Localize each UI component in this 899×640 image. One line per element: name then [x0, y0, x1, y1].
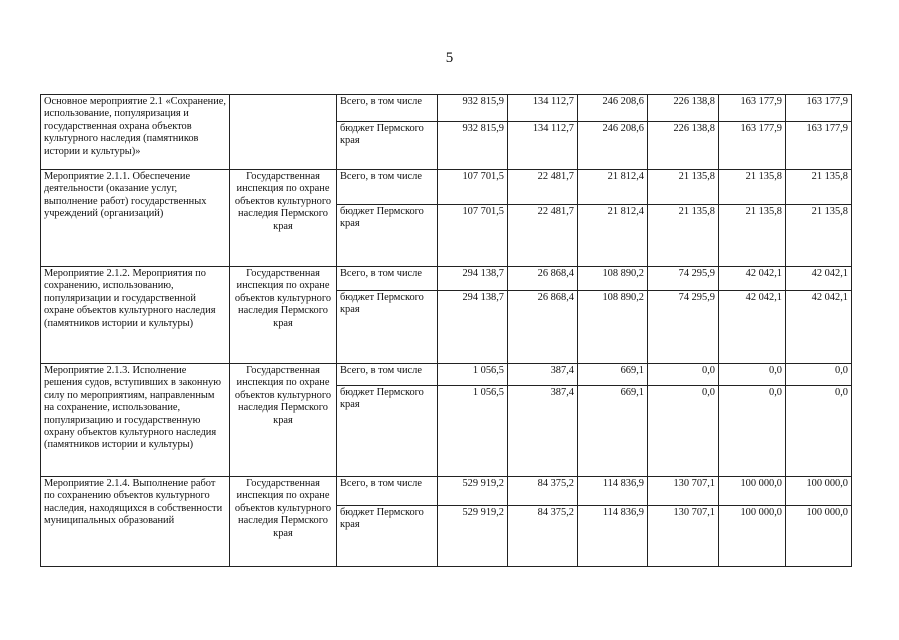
amount-cell: 21 812,4: [578, 205, 648, 267]
amount-cell: 130 707,1: [648, 506, 719, 567]
amount-cell: 932 815,9: [438, 122, 508, 170]
amount-cell: 226 138,8: [648, 95, 719, 122]
table-row: [41, 364, 852, 386]
amount-cell: 84 375,2: [508, 477, 578, 506]
amount-cell: 100 000,0: [786, 506, 852, 567]
amount-cell: 21 135,8: [719, 205, 786, 267]
amount-cell: 246 208,6: [578, 122, 648, 170]
amount-cell: 114 836,9: [578, 477, 648, 506]
amount-cell: 387,4: [508, 364, 578, 386]
amount-cell: 74 295,9: [648, 291, 719, 364]
amount-cell: 387,4: [508, 386, 578, 477]
responsible-org-cell: Государственная инспекция по охране объектов культурного наследия Пермского края: [230, 364, 337, 477]
activity-name-cell: Основное мероприятие 2.1 «Сохранение, использование, популяризация и государственная охрана объектов культурного наследия (памятников истории и культуры)»: [41, 95, 230, 170]
funding-source-cell: бюджет Пермского края: [337, 291, 438, 364]
amount-cell: 26 868,4: [508, 291, 578, 364]
responsible-org-cell: Государственная инспекция по охране объектов культурного наследия Пермского края: [230, 267, 337, 364]
table-row: [41, 95, 852, 122]
amount-cell: 134 112,7: [508, 122, 578, 170]
amount-cell: 294 138,7: [438, 291, 508, 364]
amount-cell: 0,0: [719, 386, 786, 477]
funding-source-cell: Всего, в том числе: [337, 364, 438, 386]
amount-cell: 100 000,0: [719, 506, 786, 567]
funding-source-cell: Всего, в том числе: [337, 267, 438, 291]
amount-cell: 42 042,1: [719, 291, 786, 364]
amount-cell: 529 919,2: [438, 477, 508, 506]
funding-source-cell: бюджет Пермского края: [337, 205, 438, 267]
amount-cell: 0,0: [786, 364, 852, 386]
amount-cell: 108 890,2: [578, 291, 648, 364]
table-row: [41, 267, 852, 291]
table-row: [41, 170, 852, 205]
amount-cell: 21 135,8: [786, 205, 852, 267]
responsible-org-cell: Государственная инспекция по охране объектов культурного наследия Пермского края: [230, 477, 337, 567]
funding-source-cell: Всего, в том числе: [337, 95, 438, 122]
amount-cell: 26 868,4: [508, 267, 578, 291]
funding-source-cell: Всего, в том числе: [337, 477, 438, 506]
amount-cell: 100 000,0: [786, 477, 852, 506]
amount-cell: 130 707,1: [648, 477, 719, 506]
amount-cell: 74 295,9: [648, 267, 719, 291]
amount-cell: 84 375,2: [508, 506, 578, 567]
funding-source-cell: Всего, в том числе: [337, 170, 438, 205]
responsible-org-cell: Государственная инспекция по охране объектов культурного наследия Пермского края: [230, 170, 337, 267]
activity-name-cell: Мероприятие 2.1.1. Обеспечение деятельности (оказание услуг, выполнение работ) государственных учреждений (организаций): [41, 170, 230, 267]
activity-name-cell: Мероприятие 2.1.4. Выполнение работ по сохранению объектов культурного наследия, находящихся в собственности муниципальных образований: [41, 477, 230, 567]
funding-source-cell: бюджет Пермского края: [337, 506, 438, 567]
amount-cell: 42 042,1: [786, 291, 852, 364]
amount-cell: 0,0: [719, 364, 786, 386]
page-number: 5: [445, 50, 454, 66]
funding-source-cell: бюджет Пермского края: [337, 386, 438, 477]
amount-cell: 529 919,2: [438, 506, 508, 567]
amount-cell: 114 836,9: [578, 506, 648, 567]
amount-cell: 0,0: [648, 386, 719, 477]
amount-cell: 669,1: [578, 364, 648, 386]
amount-cell: 21 135,8: [648, 205, 719, 267]
activity-name-cell: Мероприятие 2.1.2. Мероприятия по сохранению, использованию, популяризации и государственной охране объектов культурного наследия (памятников истории и культуры): [41, 267, 230, 364]
responsible-org-cell: [230, 95, 337, 170]
amount-cell: 163 177,9: [786, 122, 852, 170]
amount-cell: 294 138,7: [438, 267, 508, 291]
amount-cell: 21 135,8: [786, 170, 852, 205]
amount-cell: 21 135,8: [648, 170, 719, 205]
amount-cell: 107 701,5: [438, 170, 508, 205]
amount-cell: 21 812,4: [578, 170, 648, 205]
amount-cell: 100 000,0: [719, 477, 786, 506]
amount-cell: 669,1: [578, 386, 648, 477]
amount-cell: 42 042,1: [786, 267, 852, 291]
amount-cell: 0,0: [648, 364, 719, 386]
amount-cell: 226 138,8: [648, 122, 719, 170]
budget-table: [40, 94, 852, 567]
amount-cell: 163 177,9: [786, 95, 852, 122]
funding-source-cell: бюджет Пермского края: [337, 122, 438, 170]
amount-cell: 107 701,5: [438, 205, 508, 267]
table-row: [41, 477, 852, 506]
amount-cell: 1 056,5: [438, 386, 508, 477]
amount-cell: 246 208,6: [578, 95, 648, 122]
amount-cell: 0,0: [786, 386, 852, 477]
amount-cell: 163 177,9: [719, 122, 786, 170]
amount-cell: 163 177,9: [719, 95, 786, 122]
amount-cell: 932 815,9: [438, 95, 508, 122]
amount-cell: 22 481,7: [508, 205, 578, 267]
amount-cell: 21 135,8: [719, 170, 786, 205]
amount-cell: 22 481,7: [508, 170, 578, 205]
amount-cell: 108 890,2: [578, 267, 648, 291]
activity-name-cell: Мероприятие 2.1.3. Исполнение решения судов, вступивших в законную силу по мероприятиям, направленным на сохранение, использование, популяризацию и государственную охрану объектов культурного наследия (памятников истории и культуры): [41, 364, 230, 477]
amount-cell: 42 042,1: [719, 267, 786, 291]
amount-cell: 134 112,7: [508, 95, 578, 122]
amount-cell: 1 056,5: [438, 364, 508, 386]
